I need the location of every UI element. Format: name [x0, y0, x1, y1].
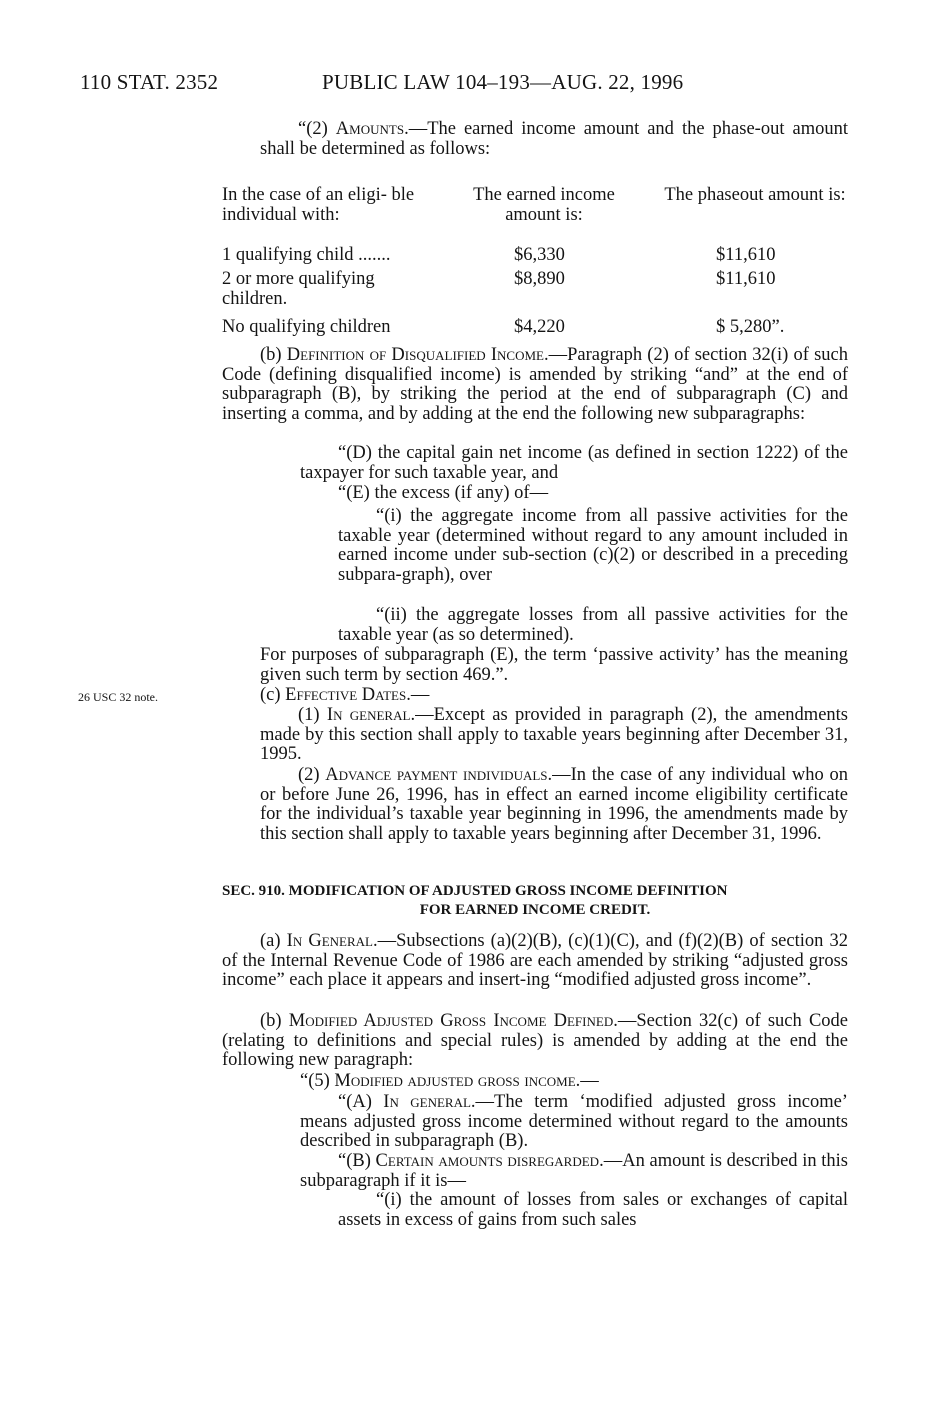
amounts-heading: Amounts — [335, 119, 405, 139]
table-cell-phaseout: $11,610 — [716, 245, 776, 265]
effective-in-general: (1) In general.—Except as provided in paragraph (2), the amendments made by this section shall apply to taxable years beginning after December 31, 1995. — [260, 705, 848, 765]
sec910-in-general: (a) In General.—Subsections (a)(2)(B), (c)(1)(C), and (f)(2)(B) of section 32 of the Internal Revenue Code of 1986 are each amended by striking “adjusted gross income” each place it appears and insert-ing “modified adjusted gross income”. — [222, 931, 848, 991]
table-cell-phaseout: $ 5,280”. — [716, 317, 785, 337]
subparagraph-b-disregarded: “(B) Certain amounts disregarded.—An amount is described in this subparagraph if it is— — [300, 1151, 848, 1191]
magi-defined-paragraph: (b) Modified Adjusted Gross Income Defined.—Section 32(c) of such Code (relating to definitions and special rules) is amended by adding at the end the following new paragraph: — [222, 1011, 848, 1071]
table-row — [222, 246, 848, 270]
clause-e-i: “(i) the aggregate income from all passive activities for the taxable year (determined without regard to any amount included in earned income under sub-section (c)(2) or described in a preceding subpara-graph), over — [338, 506, 848, 585]
disqualified-income-heading: Definition of Disqualified Income — [286, 345, 544, 365]
table-header-phaseout: The phaseout amount is: — [664, 185, 846, 205]
table-cell-label: 2 or more qualifying children. — [222, 269, 375, 309]
subparagraph-e: “(E) the excess (if any) of— — [338, 483, 549, 503]
amounts-table — [222, 186, 848, 342]
table-cell-label: 1 qualifying child ....... — [222, 245, 391, 265]
clause-b-i: “(i) the amount of losses from sales or exchanges of capital assets in excess of gains from such sales — [338, 1190, 848, 1230]
table-header-individual: In the case of an eligi- ble individual with: — [222, 185, 415, 225]
subparagraph-d: “(D) the capital gain net income (as defined in section 1222) of the taxpayer for such taxable year, and — [300, 443, 848, 483]
table-cell-earned: $4,220 — [514, 317, 565, 337]
table-cell-phaseout: $11,610 — [716, 269, 776, 289]
paragraph-5-heading: “(5) Modified adjusted gross income.— — [300, 1071, 599, 1091]
passive-activity-note: For purposes of subparagraph (E), the term ‘passive activity’ has the meaning given such term by section 469.”. — [260, 645, 848, 685]
table-cell-label: No qualifying children — [222, 317, 391, 337]
table-cell-earned: $8,890 — [514, 269, 565, 289]
subparagraph-a-in-general: “(A) In general.—The term ‘modified adjusted gross income’ means adjusted gross income determined without regard to the amounts described in subparagraph (B). — [300, 1092, 848, 1152]
amounts-paragraph: “(2) Amounts.—The earned income amount and the phase-out amount shall be determined as follows: — [260, 119, 848, 159]
stat-page-number: 110 STAT. 2352 — [80, 70, 219, 94]
public-law-title: PUBLIC LAW 104–193—AUG. 22, 1996 — [322, 70, 684, 94]
clause-e-ii: “(ii) the aggregate losses from all passive activities for the taxable year (as so determined). — [338, 605, 848, 645]
advance-payment-individuals: (2) Advance payment individuals.—In the case of any individual who on or before June 26, 1996, has in effect an earned income eligibility certificate for the individual’s taxable year beginning in 1996, the amendments made by this section shall apply to taxable years beginning after December 31, 1996. — [260, 765, 848, 844]
table-cell-earned: $6,330 — [514, 245, 565, 265]
usc-margin-note: 26 USC 32 note. — [78, 690, 159, 704]
table-row — [222, 318, 848, 342]
disqualified-income-paragraph: (b) Definition of Disqualified Income.—Paragraph (2) of section 32(i) of such Code (defining disqualified income) is amended by striking “and” at the end of subparagraph (B), by striking the period at the end of subparagraph (C) and inserting a comma, and by adding at the end the following new subparagraphs: — [222, 345, 848, 424]
effective-dates-heading: (c) Effective Dates.— — [260, 685, 430, 705]
table-header-row — [222, 186, 848, 246]
table-row — [222, 270, 848, 318]
section-910-title: SEC. 910. MODIFICATION OF ADJUSTED GROSS INCOME DEFINITION FOR EARNED INCOME CREDIT. — [222, 883, 728, 918]
table-header-earned: The earned income amount is: — [473, 185, 615, 225]
